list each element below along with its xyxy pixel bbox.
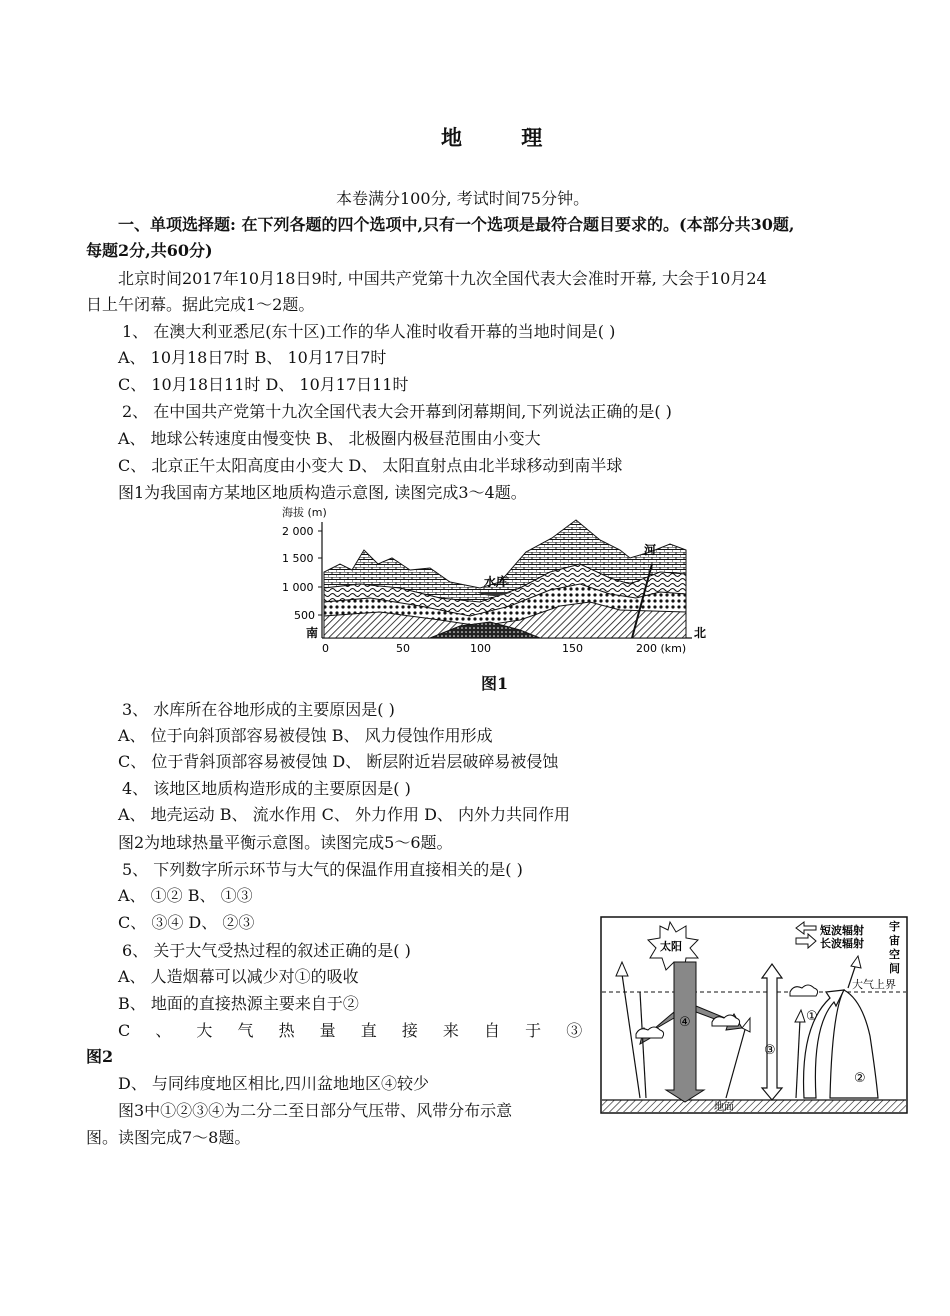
passage-4-cont: 图。读图完成7～8题。 xyxy=(86,1128,251,1147)
question-4-stem: 4、 该地区地质构造形成的主要原因是( ) xyxy=(122,779,411,798)
figure-1-right-label: 北 xyxy=(694,626,707,640)
svg-text:空: 空 xyxy=(889,948,900,961)
figure-1-river-label: 河 xyxy=(644,543,657,557)
figure-2-label-1: ① xyxy=(806,1009,818,1024)
exam-intro: 本卷满分100分, 考试时间75分钟。 xyxy=(336,189,590,208)
section-heading: 一、单项选择题: 在下列各题的四个选项中,只有一个选项是最符合题目要求的。(本部分共30题, xyxy=(118,215,795,234)
question-6-option-c: C 、 大 气 热 量 直 接 来 自 于 ③ xyxy=(118,1021,583,1040)
figure-1-left-label: 南 xyxy=(306,626,319,640)
question-5-stem: 5、 下列数字所示环节与大气的保温作用直接相关的是( ) xyxy=(122,860,523,879)
figure-1-xtick: 0 xyxy=(322,642,329,655)
question-5-options-ab: A、 ①② B、 ①③ xyxy=(118,886,253,905)
passage-3: 图2为地球热量平衡示意图。读图完成5～6题。 xyxy=(118,833,453,852)
figure-1-xtick: 50 xyxy=(396,642,410,655)
figure-1-ytick: 2 000 xyxy=(282,525,314,538)
question-1-options-cd: C、 10月18日11时 D、 10月17日11时 xyxy=(118,375,409,394)
figure-2-caption: 图2 xyxy=(86,1047,114,1066)
figure-1-xtick: 100 xyxy=(470,642,491,655)
section-heading-cont: 每题2分,共60分) xyxy=(86,241,213,260)
figure-1-xtick: 200 (km) xyxy=(636,642,687,655)
figure-2-atmosphere-top: 大气上界 xyxy=(852,978,896,991)
figure-1-reservoir-label: 水库 xyxy=(484,575,509,589)
figure-2-legend-long: 长波辐射 xyxy=(820,937,864,950)
question-5-options-cd: C、 ③④ D、 ②③ xyxy=(118,913,255,932)
figure-1-caption: 图1 xyxy=(481,674,509,693)
figure-2-ground-label: 地面 xyxy=(714,1102,734,1113)
figure-1-ytick: 1 500 xyxy=(282,552,314,565)
question-6-option-b: B、 地面的直接热源主要来自于② xyxy=(118,994,359,1013)
question-6-option-d: D、 与同纬度地区相比,四川盆地地区④较少 xyxy=(118,1074,430,1093)
figure-2-legend-short: 短波辐射 xyxy=(820,924,864,937)
question-2-options-ab: A、 地球公转速度由慢变快 B、 北极圈内极昼范围由小变大 xyxy=(118,429,541,448)
svg-text:宇: 宇 xyxy=(889,920,900,933)
figure-1-ytick: 500 xyxy=(294,609,315,622)
question-3-stem: 3、 水库所在谷地形成的主要原因是( ) xyxy=(122,700,395,719)
question-6-option-a: A、 人造烟幕可以减少对①的吸收 xyxy=(118,967,359,986)
figure-2-label-3: ③ xyxy=(764,1043,776,1058)
question-1-options-ab: A、 10月18日7时 B、 10月17日7时 xyxy=(118,348,387,367)
svg-text:间: 间 xyxy=(889,962,900,975)
figure-2-sun-label: 太阳 xyxy=(660,940,682,953)
passage-1-cont: 日上午闭幕。据此完成1～2题。 xyxy=(86,295,315,314)
figure-1-ytick: 1 000 xyxy=(282,581,314,594)
passage-4: 图3中①②③④为二分二至日部分气压带、风带分布示意 xyxy=(118,1101,513,1120)
figure-2-heat-balance xyxy=(600,916,908,1114)
question-3-options-ab: A、 位于向斜顶部容易被侵蚀 B、 风力侵蚀作用形成 xyxy=(118,726,493,745)
question-4-options: A、 地壳运动 B、 流水作用 C、 外力作用 D、 内外力共同作用 xyxy=(118,805,570,824)
question-6-stem: 6、 关于大气受热过程的叙述正确的是( ) xyxy=(122,941,411,960)
question-3-options-cd: C、 位于背斜顶部容易被侵蚀 D、 断层附近岩层破碎易被侵蚀 xyxy=(118,752,559,771)
figure-2-label-2: ② xyxy=(854,1071,866,1086)
figure-1-xtick: 150 xyxy=(562,642,583,655)
passage-2: 图1为我国南方某地区地质构造示意图, 读图完成3～4题。 xyxy=(118,483,527,502)
question-2-stem: 2、 在中国共产党第十九次全国代表大会开幕到闭幕期间,下列说法正确的是( ) xyxy=(122,402,672,421)
figure-1-geologic-section xyxy=(280,502,710,662)
passage-1: 北京时间2017年10月18日9时, 中国共产党第十九次全国代表大会准时开幕, 大会于10月24 xyxy=(118,269,767,288)
svg-text:宙: 宙 xyxy=(889,934,900,947)
figure-2-label-4: ④ xyxy=(679,1015,691,1030)
question-1-stem: 1、 在澳大利亚悉尼(东十区)工作的华人准时收看开幕的当地时间是( ) xyxy=(122,322,616,341)
figure-1-ylabel: 海拔 (m) xyxy=(282,506,327,519)
question-2-options-cd: C、 北京正午太阳高度由小变大 D、 太阳直射点由北半球移动到南半球 xyxy=(118,456,623,475)
page-title: 地 理 xyxy=(441,125,569,150)
